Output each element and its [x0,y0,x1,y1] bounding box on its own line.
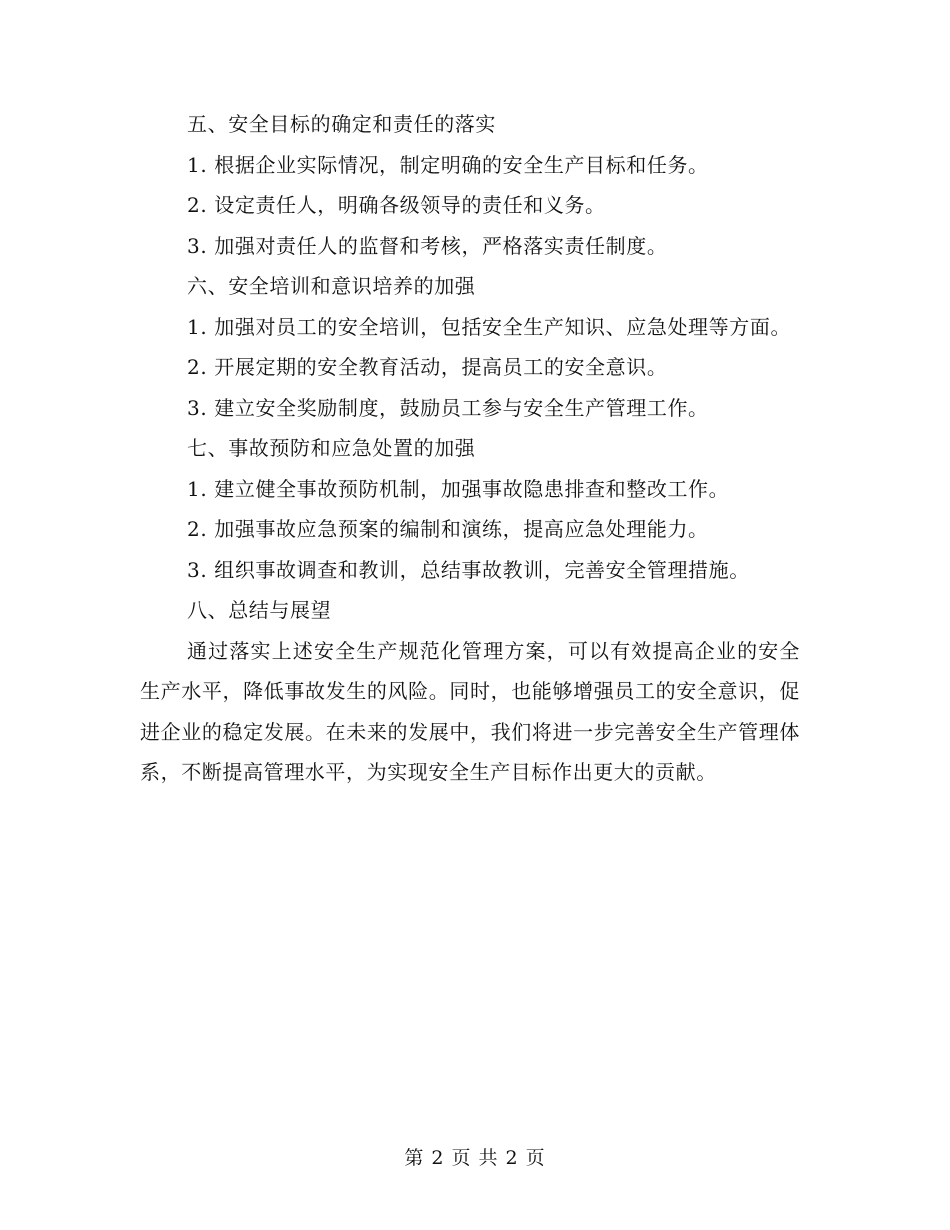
list-item: 3. 组织事故调查和教训，总结事故教训，完善安全管理措施。 [187,557,750,582]
list-item: 1. 加强对员工的安全培训，包括安全生产知识、应急处理等方面。 [187,314,792,339]
document-body [140,104,800,793]
list-item: 1. 根据企业实际情况，制定明确的安全生产目标和任务。 [187,152,709,177]
section-heading-7: 七、事故预防和应急处置的加强 [187,436,476,460]
list-item: 2. 设定责任人，明确各级领导的责任和义务。 [187,193,606,217]
section-heading-8: 八、总结与展望 [187,598,332,622]
list-item: 2. 开展定期的安全教育活动，提高员工的安全意识。 [187,355,668,379]
page-number-label: 第 2 页 共 2 页 [404,1147,546,1169]
summary-paragraph: 通过落实上述安全生产规范化管理方案，可以有效提高企业的安全生产水平，降低事故发生的风险。同时，也能够增强员工的安全意识，促进企业的稳定发展。在未来的发展中，我们将进一步完善安全生产管理体系，不断提高管理水平，为实现安全生产目标作出更大的贡献。 [140,638,800,784]
list-item: 3. 建立安全奖励制度，鼓励员工参与安全生产管理工作。 [187,395,709,420]
list-item: 1. 建立健全事故预防机制，加强事故隐患排查和整改工作。 [187,476,730,501]
list-item: 3. 加强对责任人的监督和考核，严格落实责任制度。 [187,233,668,258]
page-footer [0,1143,950,1173]
section-heading-5: 五、安全目标的确定和责任的落实 [187,112,496,136]
section-heading-6: 六、安全培训和意识培养的加强 [187,274,476,298]
list-item: 2. 加强事故应急预案的编制和演练，提高应急处理能力。 [187,517,709,541]
